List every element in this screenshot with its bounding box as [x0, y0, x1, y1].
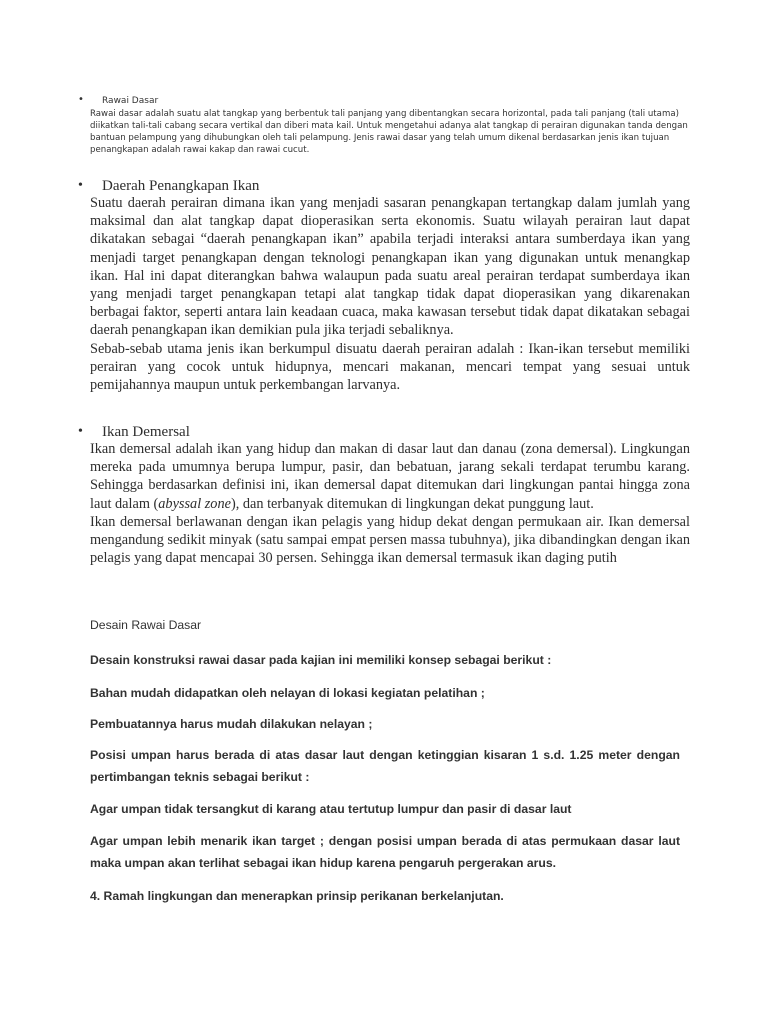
paragraph: Ikan demersal berlawanan dengan ikan pelagis yang hidup dekat dengan permukaan air. Ikan demersal mengandung sedikit minyak (satu sampai empat persen massa tubuhnya), jika dibandingkan dengan ikan pelagis yang dapat mencapai 30 persen. Sehingga ikan demersal termasuk ikan daging putih — [90, 513, 690, 567]
text-run: Ikan demersal adalah ikan yang hidup dan makan di dasar laut dan danau (zona demersal). Lingkungan mereka pada umumnya berupa lumpur, pasir, dan bebatuan, jarang sekali terdapat terumbu karang. Sehingga berdasarkan definisi ini, ikan demersal dapat ditemukan dari lingkungan pantai hingga zona laut dalam ( — [90, 441, 690, 512]
italic-term: abyssal zone — [158, 495, 231, 512]
section-body: Rawai dasar adalah suatu alat tangkap yang berbentuk tali panjang yang dibentangkan secara horizontal, pada tali panjang (tali utama) diikatkan tali-tali cabang secara vertikal dan diberi mata kail. Untuk mengetahui adanya alat tangkap di perairan digunakan tanda dengan bantuan pelampung yang dihubungkan oleh tali pelampung. Jenis rawai dasar yang telah umum dikenal berdasarkan jenis ikan tujuan penangkapan adalah rawai kakap dan rawai cucut. — [90, 109, 688, 155]
section-body — [90, 440, 690, 567]
section-heading: Ikan Demersal — [102, 424, 190, 440]
text-run: ), dan terbanyak ditemukan di lingkungan dekat punggung laut. — [230, 495, 594, 512]
desain-item: Pembuatannya harus mudah dilakukan nelayan ; — [90, 717, 373, 731]
desain-title: Desain Rawai Dasar — [90, 618, 202, 632]
paragraph: Suatu daerah perairan dimana ikan yang menjadi sasaran penangkapan tertangkap dalam jumlah yang maksimal dan alat tangkap dapat dioperasikan serta ekonomis. Suatu wilayah perairan laut dapat dikatakan sebagai “daerah penangkapan ikan” apabila terjadi interaksi antara sumberdaya ikan yang menjadi target penangkapan dengan teknologi penangkapan ikan yang digunakan untuk menangkap ikan. Hal ini dapat diterangkan bahwa walaupun pada suatu areal perairan terdapat sumberdaya ikan yang menjadi target penangkapan tetapi alat tangkap tidak dapat dioperasikan yang dikarenakan berbagai faktor, seperti antara lain keadaan cuaca, maka kawasan tersebut tidak dapat dikatakan sebagai daerah penangkapan ikan demikian pula jika terjadi sebaliknya. — [90, 195, 690, 339]
desain-subitem: Agar umpan lebih menarik ikan target ; dengan posisi umpan berada di atas permukaan dasar laut maka umpan akan terlihat sebagai ikan hidup karena pengaruh pergerakan arus. — [90, 834, 680, 870]
desain-item: 4. Ramah lingkungan dan menerapkan prinsip perikanan berkelanjutan. — [90, 889, 504, 903]
desain-item: Bahan mudah didapatkan oleh nelayan di lokasi kegiatan pelatihan ; — [90, 686, 485, 700]
section-body — [90, 194, 690, 394]
bullet: • — [78, 178, 83, 193]
section-heading: Daerah Penangkapan Ikan — [102, 178, 260, 194]
section-heading: Rawai Dasar — [102, 96, 159, 106]
desain-intro: Desain konstruksi rawai dasar pada kajian ini memiliki konsep sebagai berikut : — [90, 653, 552, 667]
desain-item: Posisi umpan harus berada di atas dasar laut dengan ketinggian kisaran 1 s.d. 1.25 meter dengan pertimbangan teknis sebagai berikut : — [90, 748, 680, 784]
paragraph — [90, 440, 690, 513]
desain-subitem: Agar umpan tidak tersangkut di karang atau tertutup lumpur dan pasir di dasar laut — [90, 802, 572, 816]
paragraph: Sebab-sebab utama jenis ikan berkumpul disuatu daerah perairan adalah : Ikan-ikan tersebut memiliki perairan yang cocok untuk hidupnya, mencari makanan, mencari tempat yang sesuai untuk pemijahannya maupun untuk perkembangan larvanya. — [90, 340, 690, 394]
bullet: • — [78, 94, 84, 105]
bullet: • — [78, 424, 83, 439]
